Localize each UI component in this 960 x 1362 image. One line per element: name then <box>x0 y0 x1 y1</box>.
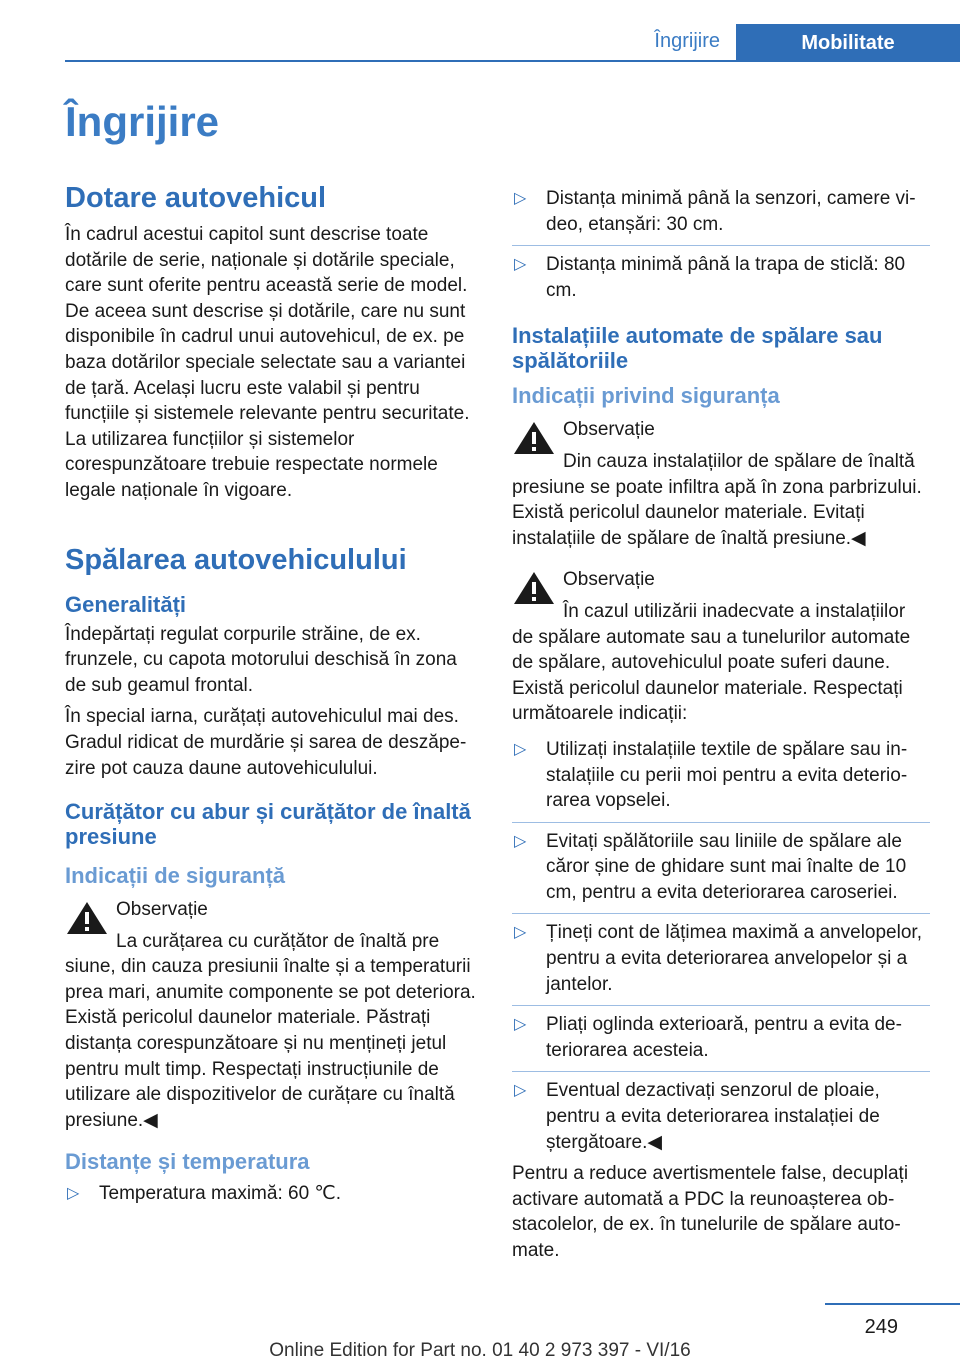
list-item: ▷ Țineți cont de lățimea maximă a anvelopelor, pentru a evita deteriorarea anvelopelor și a jantelor. <box>512 920 930 1006</box>
warning-text-rest: de spălare automate sau a tunelurilor automate de spălare, autovehiculul poate suferi daune. Există pericolul daunelor materiale. Respectați următoarele indicații: <box>512 626 911 725</box>
warning-triangle-icon <box>512 419 556 457</box>
heading-dotare: Dotare autovehicul <box>65 182 327 214</box>
bullet-icon: ▷ <box>67 1185 80 1203</box>
heading-generalitati: Generalități <box>65 591 187 617</box>
warning-block <box>65 897 480 1133</box>
bullet-icon: ▷ <box>514 1016 527 1034</box>
list-item: ▷ Temperatura maximă: 60 ℃. <box>65 1181 480 1213</box>
warning-triangle-icon <box>512 569 556 607</box>
warning-text <box>65 929 480 1134</box>
warning-text <box>512 449 930 551</box>
footer-edition: Online Edition for Part no. 01 40 2 973 397 - VI/16 <box>269 1340 691 1361</box>
warning-text-rest: siune, din cauza presiunii înalte și a temperaturii prea mari, anumite componente se pot deteriora. Există pericolul daunelor materiale. Păstrați distanța corespunzătoare și nu mențineți jetul pentru mult timp. Respectați instrucțiunile de utilizare ale dispozitivelor de curățare cu înaltă presiune.◀ <box>65 956 476 1131</box>
header-chapter-tab: Mobilitate <box>736 24 960 62</box>
bullet-icon: ▷ <box>514 832 527 850</box>
heading-curatator: Curățător cu abur și curățător de înaltă presiune <box>65 799 471 850</box>
heading-indicatii-privind: Indicații privind siguranța <box>512 383 780 409</box>
heading-spalarea: Spălarea autovehiculului <box>65 543 407 576</box>
warning-title: Observație <box>563 419 655 441</box>
header-section: Îngrijire <box>654 30 720 52</box>
heading-distante: Distanțe și temperatura <box>65 1149 310 1175</box>
warning-title: Observație <box>116 899 208 921</box>
paragraph-dotare: În cadrul acestui capitol sunt descrise toate dotările de serie, naționale și dotările speciale, care sunt oferite pentru această serie de model. De aceea sunt descrise și dotările, care nu sunt disponibile în cadrul unui autovehicul, de ex. pe baza dotărilor speciale selectate sau a variantei de țară. Același lucru este valabil și pentru funcțiile și sistemele relevante pentru securitate. La utilizarea funcțiilor și sistemelor corespunzătoare trebuie respectate normele legale naționale în vigoare. <box>65 224 470 501</box>
paragraph-generalitati-2: În special iarna, curățați autovehiculul mai des. Gradul ridicat de murdărie și sarea de deszăpezire pot cauza daune autovehiculului. <box>65 706 467 779</box>
warning-block-2 <box>512 567 930 727</box>
footer-rule <box>825 1303 960 1305</box>
bullet-icon: ▷ <box>514 740 527 758</box>
list-item: ▷ Utilizați instalațiile textile de spălare sau instalațiile cu perii moi pentru a evita deteriorarea vopselei. <box>512 737 930 823</box>
list-item: ▷ Evitați spălătoriile sau liniile de spălare ale căror șine de ghidare sunt mai înalte de 10 cm, pentru a evita deteriorarea caroseriei. <box>512 829 930 915</box>
bullet-icon: ▷ <box>514 256 527 274</box>
warning-text-first-line: La curățarea cu curățător de înaltă pre <box>116 930 440 952</box>
list-distante-continued <box>512 186 930 309</box>
warning-text <box>512 599 930 727</box>
list-item: ▷ Eventual dezactivați senzorul de ploaie, pentru a evita deteriorarea instalației de ștergătoare.◀ <box>514 1080 880 1153</box>
list-item: ▷ Distanța minimă până la trapa de sticlă: 80 cm. <box>514 254 906 301</box>
list-item: ▷ Pliați oglinda exterioară, pentru a evita deteriorarea acesteia. <box>512 1012 930 1072</box>
page-number: 249 <box>864 1316 898 1338</box>
warning-title: Observație <box>563 569 655 591</box>
page-title: Îngrijire <box>65 98 220 145</box>
left-column <box>65 180 480 1213</box>
bullet-icon: ▷ <box>514 1082 527 1100</box>
paragraph-pdc: Pentru a reduce avertismentele false, decuplați activare automată a PDC la reunoașterea obstacolelor, de ex. în tunelurile de spălare automate. <box>512 1163 909 1261</box>
page-header <box>0 0 960 62</box>
warning-block-1 <box>512 417 930 551</box>
heading-instalatii: Instalațiile automate de spălare sau spălătoriile <box>512 323 883 374</box>
warning-triangle-icon <box>65 899 109 937</box>
warning-text-first-line: În cazul utilizării inadecvate a instalațiilor <box>563 600 906 622</box>
heading-indicatii-siguranta: Indicații de siguranță <box>65 863 286 889</box>
right-column <box>512 186 930 1270</box>
paragraph-generalitati-1: Îndepărtați regulat corpurile străine, de ex. frunzele, cu capota motorului deschisă în zona de sub geamul frontal. <box>65 623 457 696</box>
warning-text-rest: presiune se poate infiltra apă în zona parbrizului. Există pericolul daunelor materiale. Evitați instalațiile de spălare de înaltă presiune.◀ <box>512 476 922 549</box>
warning-text-first-line: Din cauza instalațiilor de spălare de înaltă <box>563 450 915 472</box>
bullet-icon: ▷ <box>514 924 527 942</box>
list-item: ▷ Distanța minimă până la senzori, camere video, etanșări: 30 cm. <box>512 186 930 246</box>
bullet-icon: ▷ <box>514 190 527 207</box>
list-distante <box>65 1181 480 1213</box>
list-indicatii <box>512 737 930 1161</box>
header-rule <box>65 60 960 62</box>
